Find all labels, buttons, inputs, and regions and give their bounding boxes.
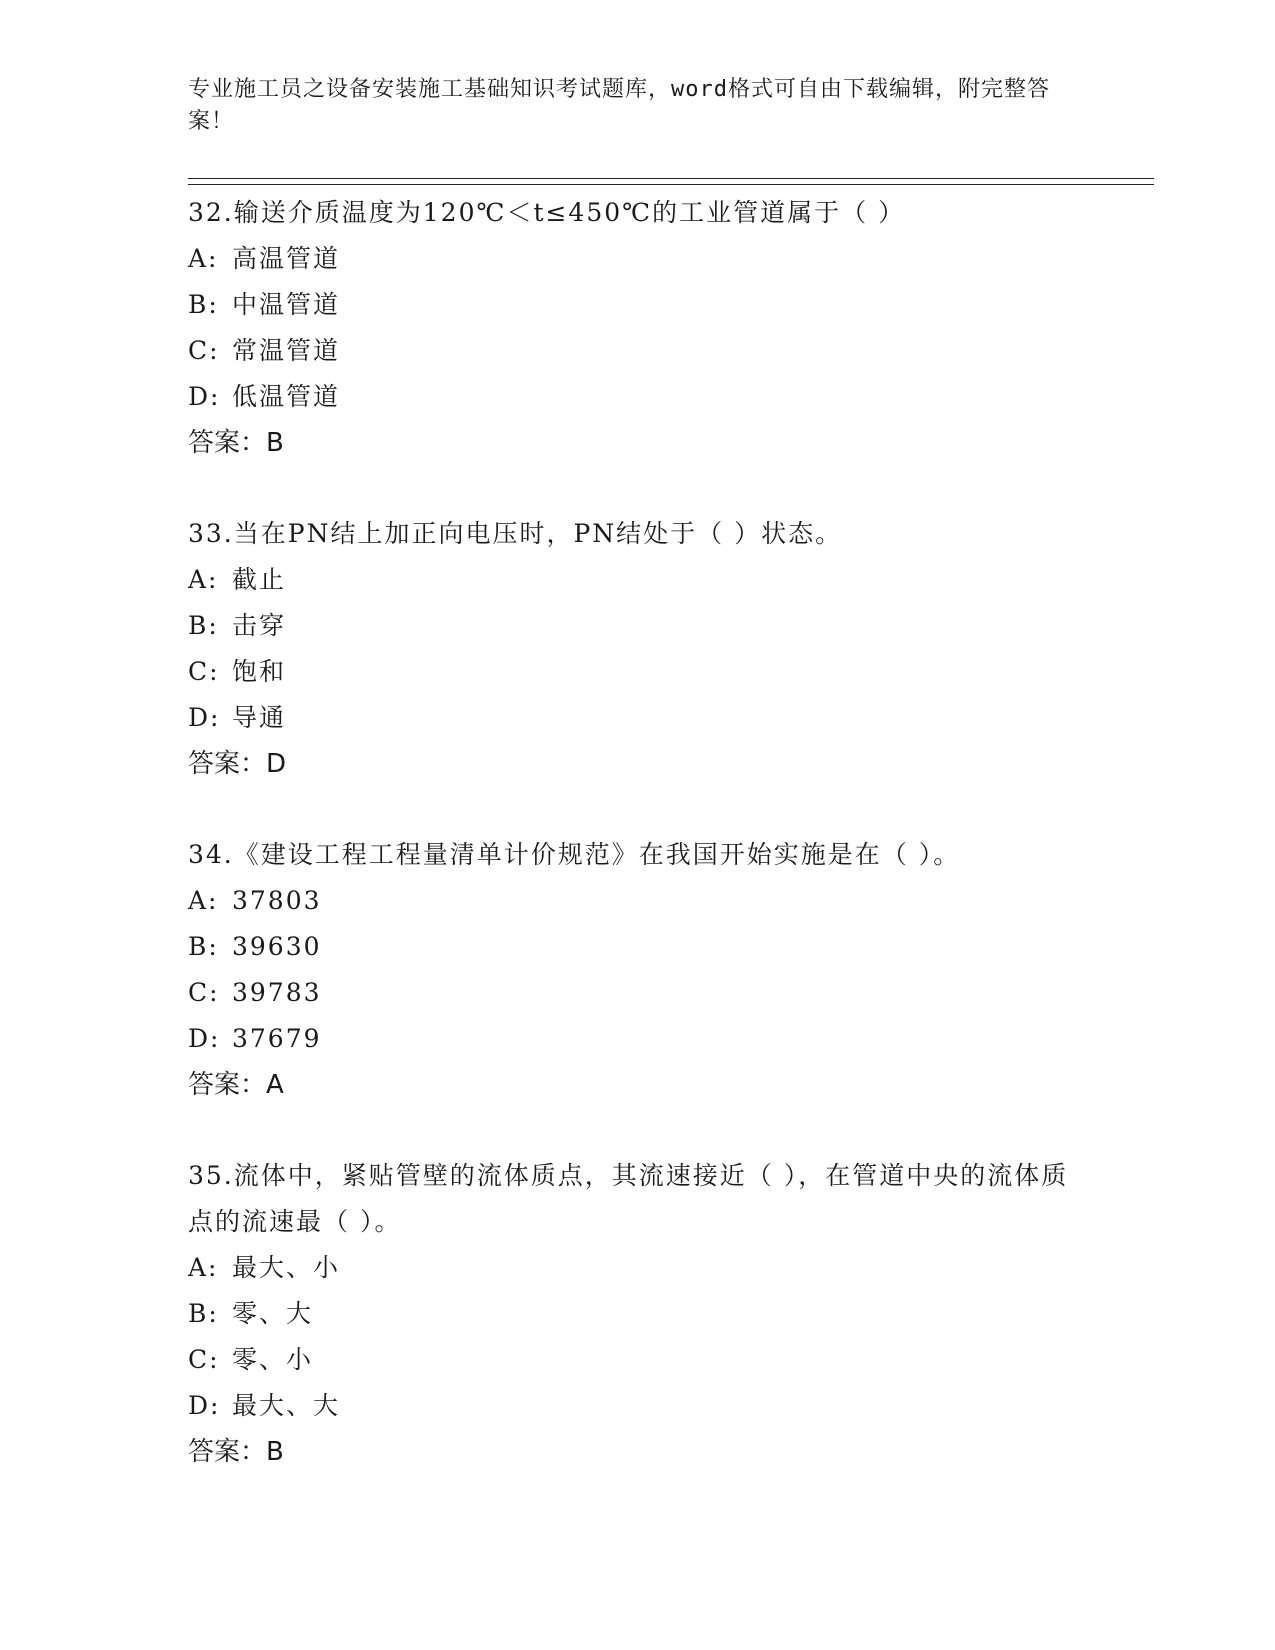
option-text: 39783 <box>232 978 322 1007</box>
question-stem: 34.《建设工程工程量清单计价规范》在我国开始实施是在（ ）。 <box>188 840 961 869</box>
option-d <box>188 695 1088 741</box>
option-a <box>188 1245 1088 1291</box>
option-text: 零、大 <box>232 1299 314 1328</box>
question-stem: 32.输送介质温度为120℃＜t≤450℃的工业管道属于（ ） <box>188 198 906 227</box>
question-stem: 33.当在PN结上加正向电压时，PN结处于（ ）状态。 <box>188 519 843 548</box>
option-key: B: <box>188 290 219 319</box>
option-text: 最大、小 <box>232 1253 341 1282</box>
option-c <box>188 649 1088 695</box>
answer-line: 答案：B <box>188 428 284 458</box>
option-text: 常温管道 <box>232 336 341 365</box>
document-header: 专业施工员之设备安装施工基础知识考试题库，word格式可自由下载编辑，附完整答案！ <box>188 77 1050 134</box>
option-c <box>188 970 1088 1016</box>
answer-line: 答案：A <box>188 1070 284 1100</box>
option-key: C: <box>188 657 220 686</box>
option-key: B: <box>188 1299 219 1328</box>
answer-line: 答案：D <box>188 749 287 779</box>
option-text: 39630 <box>232 932 322 961</box>
option-key: A: <box>188 886 219 915</box>
option-a <box>188 236 1088 282</box>
option-text: 零、小 <box>232 1345 314 1374</box>
question-stem: 35.流体中，紧贴管壁的流体质点，其流速接近（ ），在管道中央的流体质点的流速最（ ）。 <box>188 1161 1069 1236</box>
answer-line: 答案：B <box>188 1437 284 1467</box>
option-text: 最大、大 <box>232 1391 341 1420</box>
option-text: 导通 <box>232 703 287 732</box>
option-d <box>188 1383 1088 1429</box>
option-b <box>188 924 1088 970</box>
header-divider-bottom <box>188 184 1154 185</box>
option-key: C: <box>188 1345 220 1374</box>
option-text: 中温管道 <box>232 290 341 319</box>
option-text: 37679 <box>232 1024 322 1053</box>
question-33 <box>188 511 1088 787</box>
option-d <box>188 1016 1088 1062</box>
option-key: B: <box>188 932 219 961</box>
option-key: D: <box>188 382 221 411</box>
option-d <box>188 374 1088 420</box>
question-list <box>188 190 1088 1520</box>
option-key: C: <box>188 336 220 365</box>
option-text: 37803 <box>232 886 322 915</box>
option-key: D: <box>188 703 221 732</box>
option-key: D: <box>188 1024 221 1053</box>
option-key: A: <box>188 565 219 594</box>
question-34 <box>188 832 1088 1108</box>
option-b <box>188 282 1088 328</box>
option-text: 低温管道 <box>232 382 341 411</box>
question-32 <box>188 190 1088 466</box>
option-b <box>188 1291 1088 1337</box>
option-key: A: <box>188 244 219 273</box>
option-c <box>188 1337 1088 1383</box>
option-text: 饱和 <box>232 657 287 686</box>
question-35 <box>188 1153 1088 1475</box>
option-key: C: <box>188 978 220 1007</box>
header-divider-top <box>188 178 1154 179</box>
option-key: B: <box>188 611 219 640</box>
option-a <box>188 557 1088 603</box>
option-key: D: <box>188 1391 221 1420</box>
option-text: 截止 <box>232 565 287 594</box>
option-text: 击穿 <box>232 611 287 640</box>
option-a <box>188 878 1088 924</box>
option-c <box>188 328 1088 374</box>
option-b <box>188 603 1088 649</box>
option-text: 高温管道 <box>232 244 341 273</box>
option-key: A: <box>188 1253 219 1282</box>
